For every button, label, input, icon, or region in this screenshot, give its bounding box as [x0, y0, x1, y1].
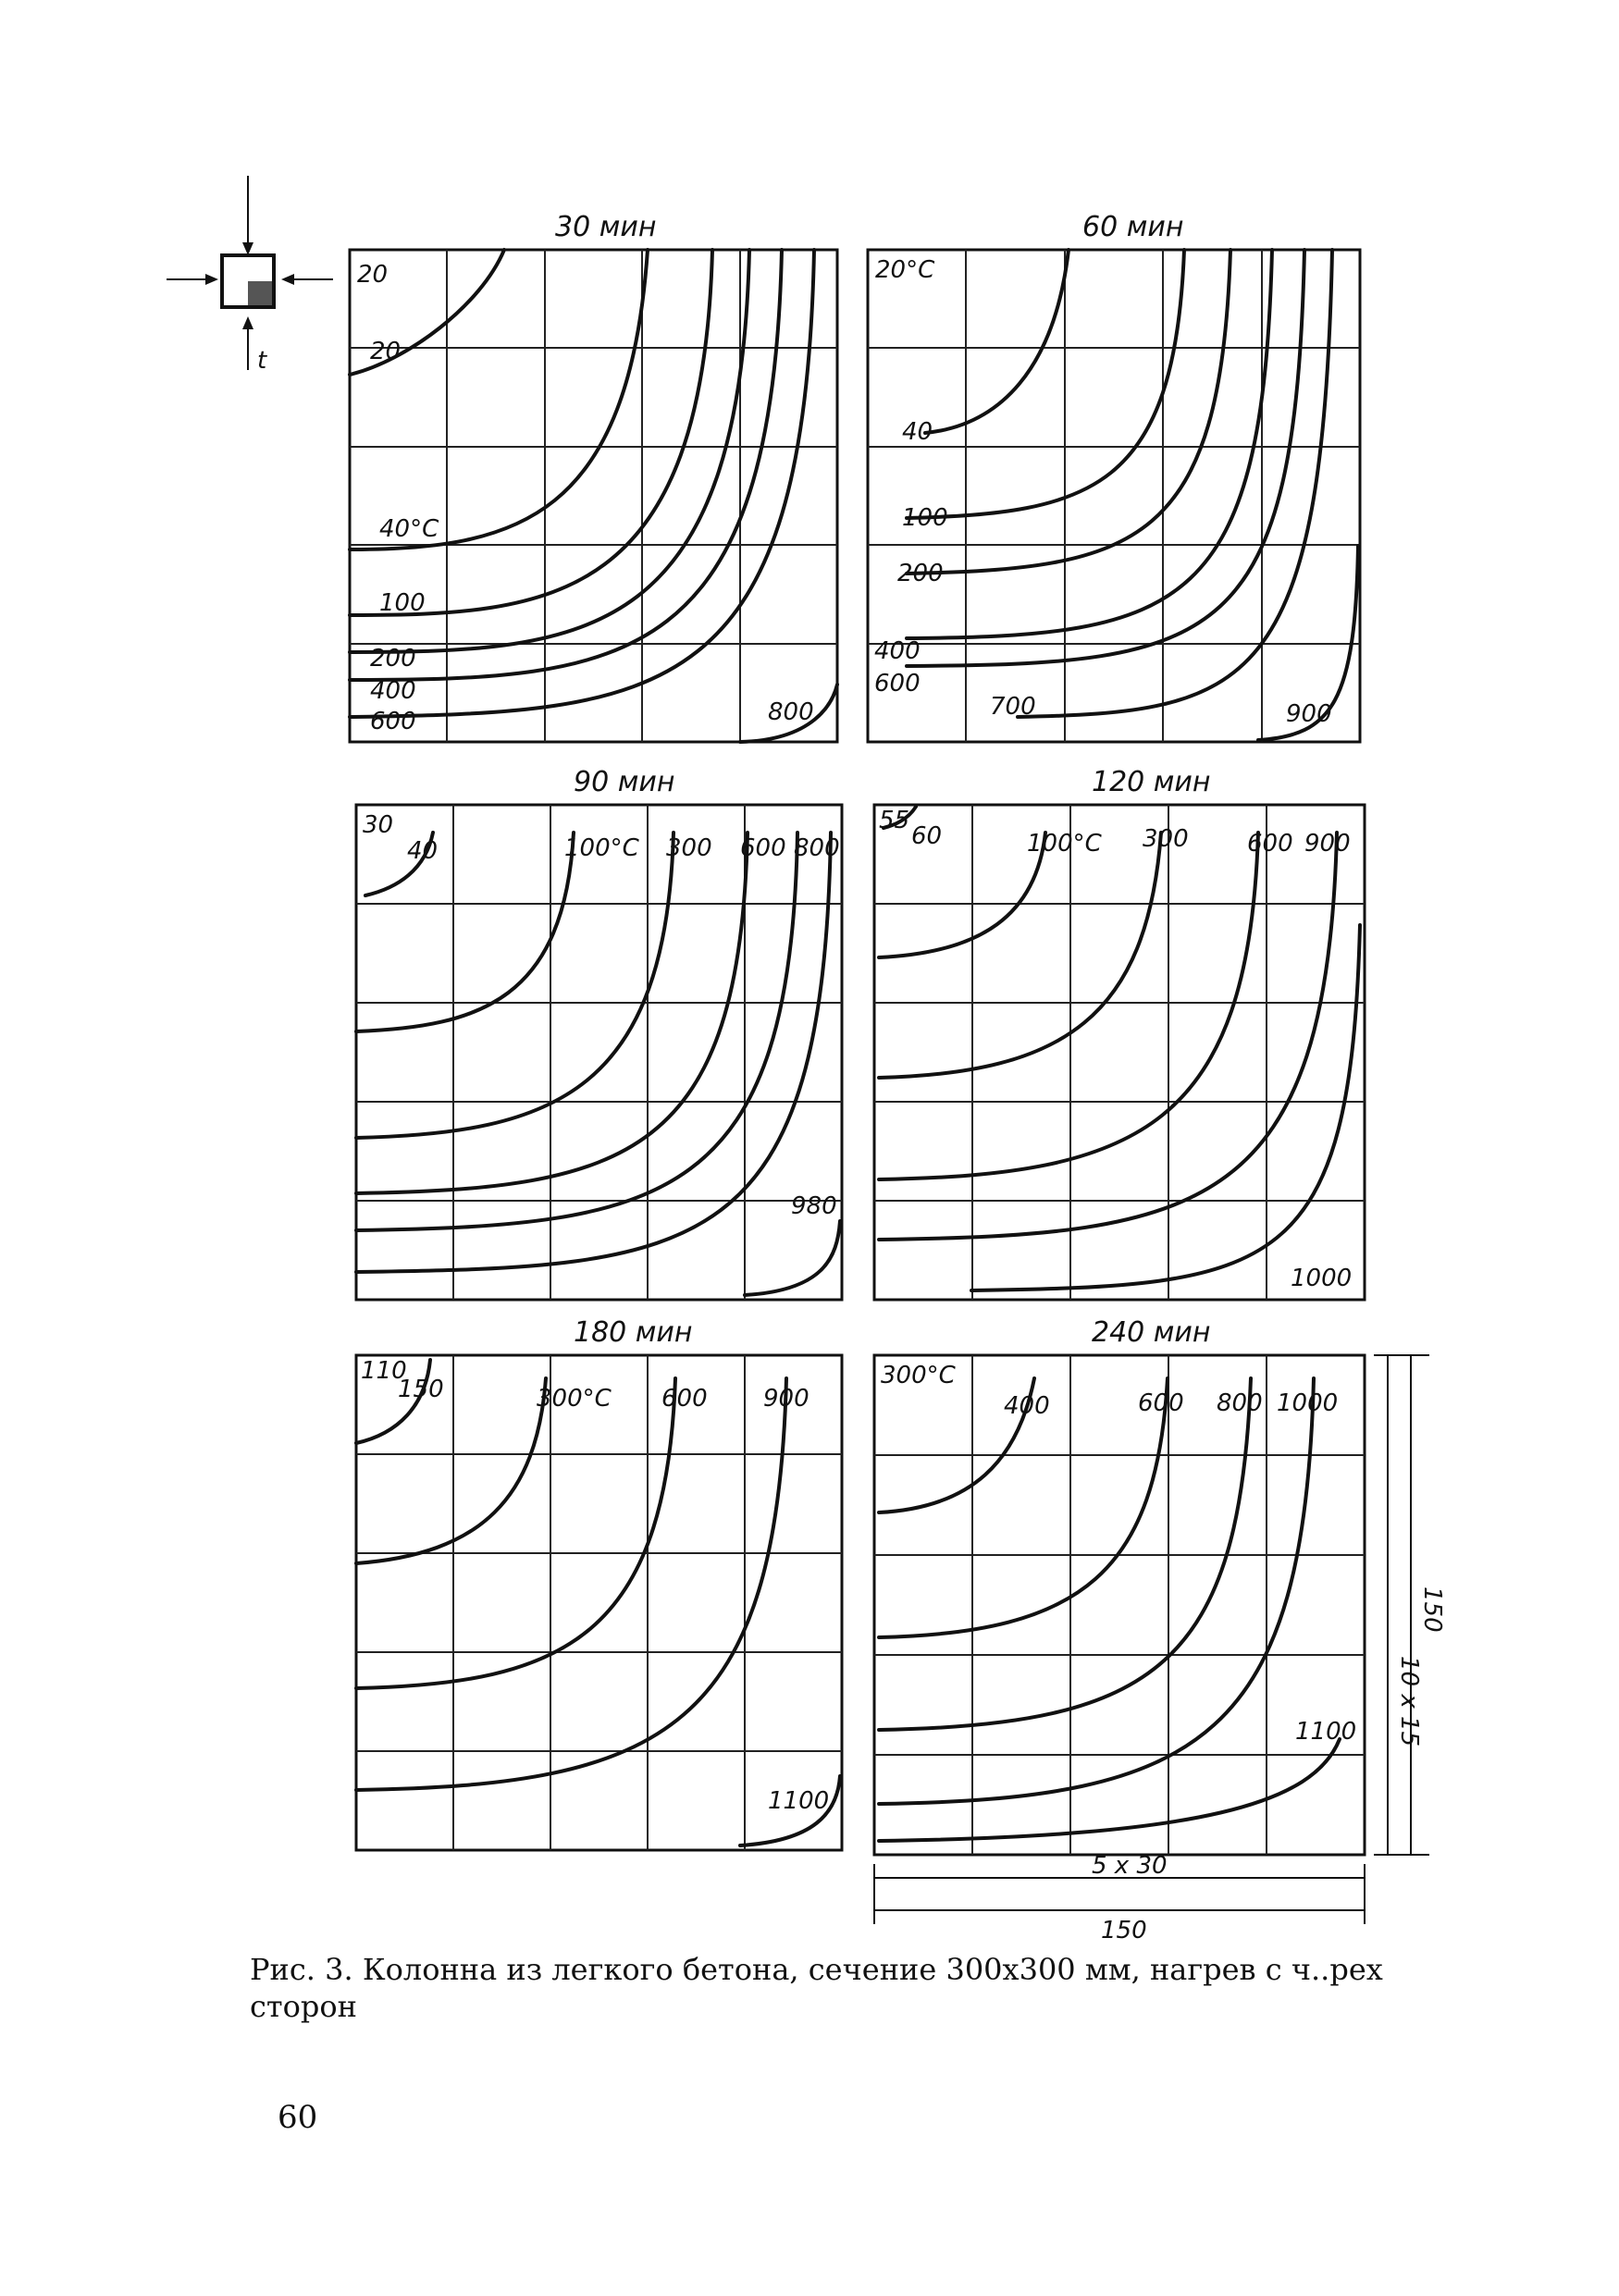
panel-title: 30 мин [555, 211, 657, 243]
svg-text:300: 300 [666, 834, 712, 862]
svg-text:200: 200 [370, 645, 416, 673]
svg-text:60: 60 [911, 822, 943, 850]
svg-text:900: 900 [1286, 700, 1332, 728]
svg-text:600: 600 [874, 670, 921, 697]
svg-text:300°C: 300°C [537, 1385, 612, 1413]
svg-text:100°C: 100°C [1027, 830, 1102, 858]
svg-text:900: 900 [763, 1385, 810, 1413]
panel-title: 120 мин [1092, 766, 1211, 798]
svg-text:1100: 1100 [768, 1787, 830, 1815]
svg-text:200: 200 [897, 560, 944, 587]
svg-text:20: 20 [370, 338, 402, 365]
panel-60-min [868, 211, 1360, 742]
panel-180-min [356, 1316, 842, 1850]
svg-text:700: 700 [990, 693, 1036, 721]
svg-text:100°C: 100°C [564, 834, 639, 862]
svg-text:100: 100 [379, 589, 426, 617]
svg-text:40: 40 [407, 837, 439, 865]
panel-title: 60 мин [1082, 211, 1184, 243]
svg-text:980: 980 [791, 1192, 837, 1220]
svg-text:150: 150 [398, 1376, 444, 1403]
dim-horizontal-outer: 150 [1101, 1917, 1147, 1944]
page-number: 60 [278, 2099, 318, 2136]
svg-text:800: 800 [1217, 1389, 1263, 1417]
panel-120-min [874, 766, 1365, 1300]
dim-vertical-inner: 10 x 15 [1395, 1656, 1423, 1747]
svg-text:30: 30 [363, 811, 394, 839]
svg-text:400: 400 [874, 637, 921, 665]
svg-text:20: 20 [357, 261, 389, 289]
caption-line-1: Рис. 3. Колонна из легкого бетона, сечение 300x300 мм, нагрев с ч..рех [250, 1952, 1383, 1987]
svg-text:600: 600 [661, 1385, 708, 1413]
svg-text:600: 600 [1138, 1389, 1184, 1417]
svg-text:900: 900 [1304, 830, 1351, 858]
svg-text:600: 600 [1247, 830, 1293, 858]
panel-title: 90 мин [574, 766, 675, 798]
caption-line-2: сторон [250, 1989, 357, 2024]
panel-90-min [356, 766, 842, 1300]
svg-text:1000: 1000 [1277, 1389, 1339, 1417]
svg-text:800: 800 [768, 698, 814, 726]
svg-text:400: 400 [370, 677, 416, 705]
svg-text:1000: 1000 [1291, 1265, 1353, 1292]
svg-text:400: 400 [1004, 1392, 1050, 1420]
svg-text:600: 600 [740, 834, 786, 862]
dim-horizontal-inner: 5 x 30 [1092, 1852, 1168, 1880]
svg-text:100: 100 [902, 504, 948, 532]
svg-text:55: 55 [879, 807, 910, 834]
svg-text:40°C: 40°C [379, 515, 439, 543]
svg-text:800: 800 [794, 834, 840, 862]
svg-text:40: 40 [902, 418, 933, 446]
panel-title: 240 мин [1092, 1316, 1211, 1349]
svg-text:600: 600 [370, 708, 416, 735]
panel-30-min [350, 211, 837, 742]
dim-vertical-outer: 150 [1418, 1586, 1446, 1633]
svg-text:20°C: 20°C [875, 256, 935, 284]
cross-section-inset [167, 176, 333, 375]
inset-t-label: t [257, 347, 267, 375]
svg-text:110: 110 [361, 1357, 407, 1385]
panel-240-min [874, 1316, 1365, 1855]
svg-text:300°C: 300°C [881, 1362, 956, 1389]
svg-text:1100: 1100 [1295, 1718, 1357, 1746]
panel-title: 180 мин [574, 1316, 693, 1349]
svg-text:300: 300 [1143, 825, 1189, 853]
